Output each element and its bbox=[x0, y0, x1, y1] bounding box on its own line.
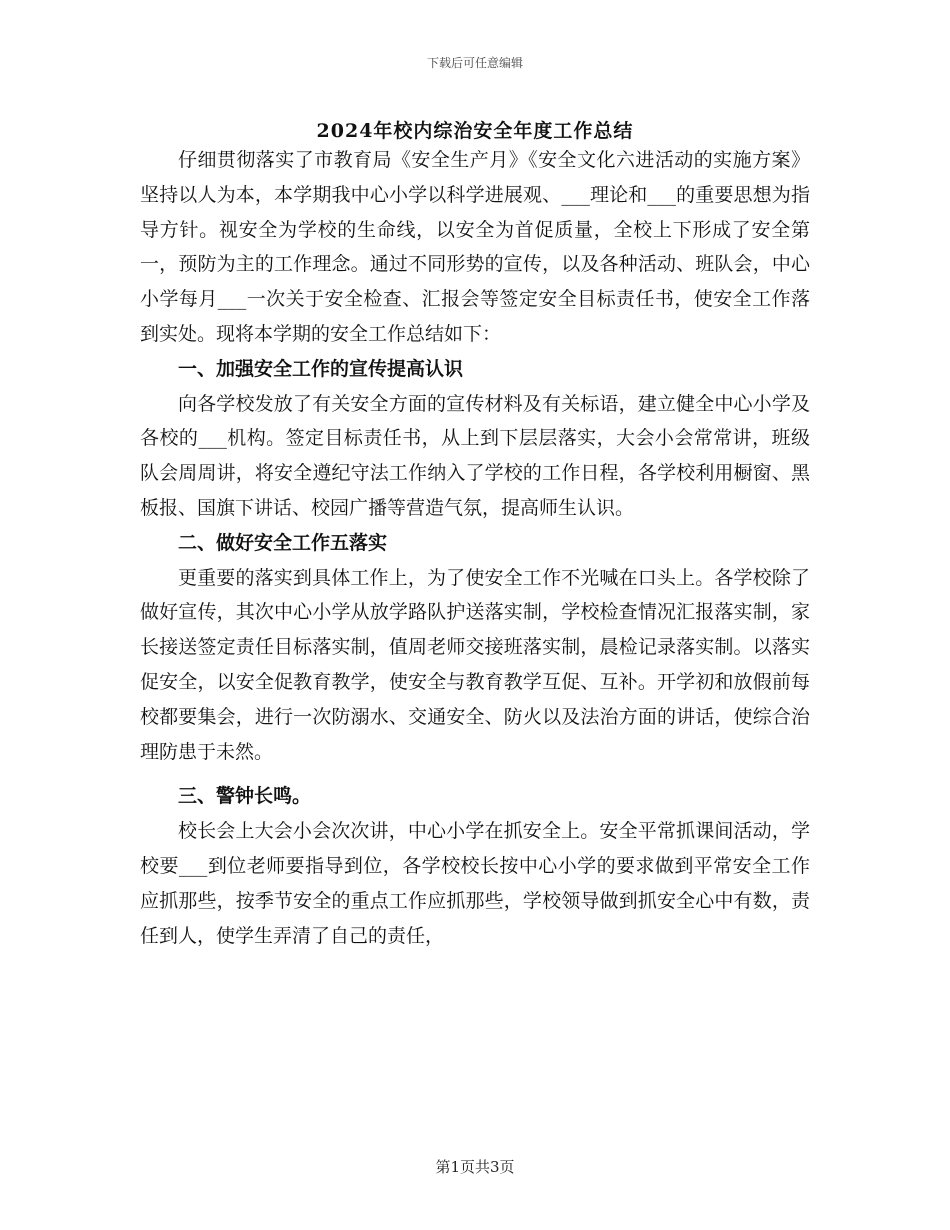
page-header-note: 下载后可任意编辑 bbox=[426, 56, 523, 70]
section-3-paragraph: 校长会上大会小会次次讲，中心小学在抓安全上。安全平常抓课间活动，学校要___到位老师要指导到位，各学校校长按中心小学的要求做到平常安全工作应抓那些，按季节安全的重点工作应抓那些，学校领导做到抓安全心中有数，责任到人，使学生弄清了自己的责任， bbox=[140, 820, 810, 947]
section-2-heading: 二、做好安全工作五落实 bbox=[178, 531, 388, 554]
section-3-heading: 三、警钟长鸣。 bbox=[178, 785, 312, 808]
section-1-heading: 一、加强安全工作的宣传提高认识 bbox=[178, 357, 464, 380]
section-2-paragraph: 更重要的落实到具体工作上，为了使安全工作不光喊在口头上。各学校除了做好宣传，其次中心小学从放学路队护送落实制，学校检查情况汇报落实制，家长接送签定责任目标落实制，值周老师交接班落实制，晨检记录落实制。以落实促安全，以安全促教育教学，使安全与教育教学互促、互补。开学初和放假前每校都要集会，进行一次防溺水、交通安全、防火以及法治方面的讲话，使综合治理防患于未然。 bbox=[140, 566, 810, 763]
document-title: 2024年校内综治安全年度工作总结 bbox=[316, 120, 634, 142]
page-number-footer: 第1页共3页 bbox=[435, 1158, 515, 1176]
intro-paragraph: 仔细贯彻落实了市教育局《安全生产月》《安全文化六进活动的实施方案》坚持以人为本，本学期我中心小学以科学进展观、___理论和___的重要思想为指导方针。视安全为学校的生命线，以安全为首促质量，全校上下形成了安全第一，预防为主的工作理念。通过不同形势的宣传，以及各种活动、班队会，中心小学每月___一次关于安全检查、汇报会等签定安全目标责任书，使安全工作落到实处。现将本学期的安全工作总结如下： bbox=[140, 149, 810, 345]
document-body bbox=[140, 143, 810, 953]
section-1-paragraph: 向各学校发放了有关安全方面的宣传材料及有关标语，建立健全中心小学及各校的___机构。签定目标责任书，从上到下层层落实，大会小会常常讲，班级队会周周讲，将安全遵纪守法工作纳入了学校的工作日程，各学校利用橱窗、黑板报、国旗下讲话、校园广播等营造气氛，提高师生认识。 bbox=[140, 392, 810, 519]
